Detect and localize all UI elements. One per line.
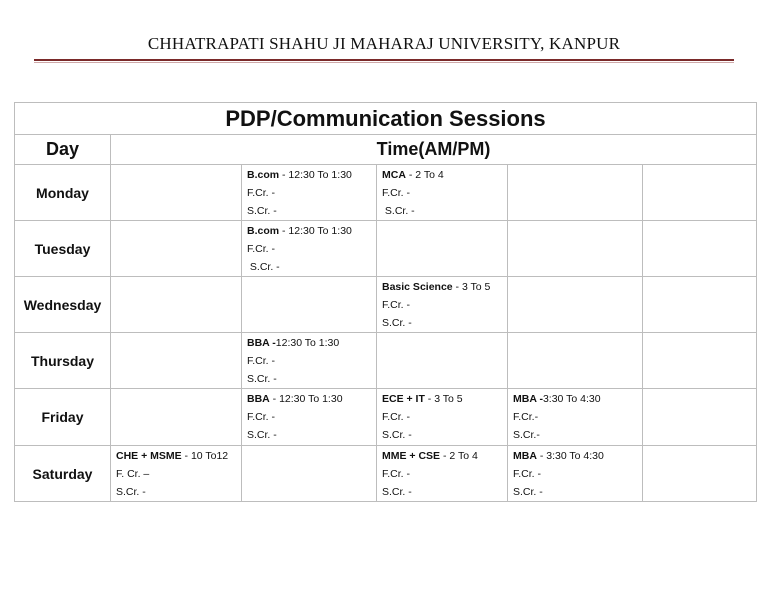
- first-credit: F.Cr. -: [382, 299, 410, 311]
- session-cell: [377, 389, 508, 446]
- session-heading: [513, 447, 637, 465]
- day-label: Thursday: [15, 333, 111, 389]
- session-heading: [382, 447, 502, 465]
- university-title: CHHATRAPATI SHAHU JI MAHARAJ UNIVERSITY, KANPUR: [147, 34, 621, 53]
- session-time: - 3:30 To 4:30: [536, 450, 604, 462]
- course-name: B.com: [247, 169, 280, 181]
- session-cell: [377, 446, 508, 502]
- session-time: - 2 To 4: [405, 169, 444, 181]
- session-cell: [377, 277, 508, 333]
- session-block: [242, 221, 376, 276]
- second-credit: S.Cr. -: [247, 373, 277, 385]
- schedule-row: [15, 389, 757, 446]
- session-time: - 12:30 To 1:30: [269, 393, 343, 405]
- session-time: - 10 To12: [181, 450, 229, 462]
- empty-cell: [111, 221, 242, 277]
- course-name: CHE + MSME: [116, 450, 182, 462]
- empty-cell: [111, 165, 242, 221]
- schedule-row: [15, 333, 757, 389]
- session-heading: [247, 222, 371, 240]
- schedule-body: [15, 103, 757, 502]
- session-cell: [111, 446, 242, 502]
- first-credit: F.Cr. -: [247, 187, 275, 199]
- day-column-header: Day: [15, 135, 111, 165]
- course-name: Basic Science: [382, 281, 453, 293]
- first-credit: F.Cr. -: [382, 187, 410, 199]
- course-name: MBA -: [513, 393, 543, 405]
- session-time: - 12:30 To 1:30: [279, 169, 352, 181]
- second-credit: S.Cr. -: [382, 317, 412, 329]
- empty-cell: [508, 277, 643, 333]
- second-credit: S.Cr. -: [247, 205, 277, 217]
- day-label: Friday: [15, 389, 111, 446]
- schedule-row: [15, 221, 757, 277]
- table-title: PDP/Communication Sessions: [15, 103, 757, 135]
- session-time: - 2 To 4: [440, 450, 478, 462]
- empty-cell: [111, 333, 242, 389]
- session-heading: [382, 278, 502, 296]
- course-name: MME + CSE: [382, 450, 441, 462]
- session-heading: [247, 334, 371, 352]
- session-block: [508, 389, 642, 444]
- schedule-table: [14, 102, 757, 502]
- session-time: - 3 To 5: [452, 281, 491, 293]
- header-divider-shadow: [34, 62, 734, 63]
- second-credit: S.Cr. -: [382, 205, 415, 217]
- session-block: [111, 446, 241, 501]
- session-cell: [242, 221, 377, 277]
- session-heading: [382, 390, 502, 408]
- first-credit: F.Cr. -: [382, 468, 410, 480]
- empty-cell: [508, 165, 643, 221]
- second-credit: S.Cr. -: [247, 261, 280, 273]
- session-heading: [116, 447, 236, 465]
- header-divider: [34, 59, 734, 61]
- session-block: [377, 165, 507, 220]
- first-credit: F.Cr. -: [247, 355, 275, 367]
- session-cell: [377, 165, 508, 221]
- empty-cell: [643, 446, 757, 502]
- course-name: B.com: [247, 225, 280, 237]
- title-row: [15, 103, 757, 135]
- empty-cell: [643, 277, 757, 333]
- session-cell: [242, 389, 377, 446]
- course-name: ECE + IT: [382, 393, 425, 405]
- session-block: [377, 389, 507, 444]
- schedule-row: [15, 277, 757, 333]
- session-time: 12:30 To 1:30: [275, 337, 340, 349]
- second-credit: S.Cr. -: [513, 486, 543, 498]
- course-name: BBA -: [247, 337, 276, 349]
- session-heading: [247, 166, 371, 184]
- empty-cell: [377, 333, 508, 389]
- second-credit: S.Cr. -: [116, 486, 146, 498]
- second-credit: S.Cr.-: [513, 429, 540, 441]
- first-credit: F.Cr. -: [513, 468, 541, 480]
- schedule-row: [15, 165, 757, 221]
- course-name: MCA: [382, 169, 406, 181]
- empty-cell: [111, 389, 242, 446]
- session-block: [242, 333, 376, 388]
- empty-cell: [643, 389, 757, 446]
- session-heading: [247, 390, 371, 408]
- session-cell: [242, 165, 377, 221]
- first-credit: F.Cr.-: [513, 411, 539, 423]
- session-time: 3:30 To 4:30: [542, 393, 601, 405]
- day-label: Tuesday: [15, 221, 111, 277]
- time-column-header: Time(AM/PM): [111, 135, 757, 165]
- first-credit: F. Cr. –: [116, 468, 150, 480]
- session-heading: [382, 166, 502, 184]
- second-credit: S.Cr. -: [247, 429, 277, 441]
- empty-cell: [111, 277, 242, 333]
- schedule-row: [15, 446, 757, 502]
- session-block: [508, 446, 642, 501]
- session-cell: [508, 389, 643, 446]
- empty-cell: [643, 221, 757, 277]
- empty-cell: [242, 446, 377, 502]
- header-row: [15, 135, 757, 165]
- session-cell: [508, 446, 643, 502]
- session-block: [242, 389, 376, 444]
- empty-cell: [643, 333, 757, 389]
- second-credit: S.Cr. -: [382, 429, 412, 441]
- course-name: BBA: [247, 393, 270, 405]
- day-label: Wednesday: [15, 277, 111, 333]
- session-block: [377, 446, 507, 501]
- first-credit: F.Cr. -: [247, 243, 275, 255]
- session-cell: [242, 333, 377, 389]
- first-credit: F.Cr. -: [382, 411, 410, 423]
- first-credit: F.Cr. -: [247, 411, 275, 423]
- session-time: - 3 To 5: [424, 393, 463, 405]
- day-label: Monday: [15, 165, 111, 221]
- empty-cell: [643, 165, 757, 221]
- empty-cell: [242, 277, 377, 333]
- session-heading: [513, 390, 637, 408]
- day-label: Saturday: [15, 446, 111, 502]
- empty-cell: [508, 221, 643, 277]
- session-time: - 12:30 To 1:30: [279, 225, 352, 237]
- second-credit: S.Cr. -: [382, 486, 412, 498]
- empty-cell: [508, 333, 643, 389]
- empty-cell: [377, 221, 508, 277]
- course-name: MBA: [513, 450, 537, 462]
- session-block: [242, 165, 376, 220]
- session-block: [377, 277, 507, 332]
